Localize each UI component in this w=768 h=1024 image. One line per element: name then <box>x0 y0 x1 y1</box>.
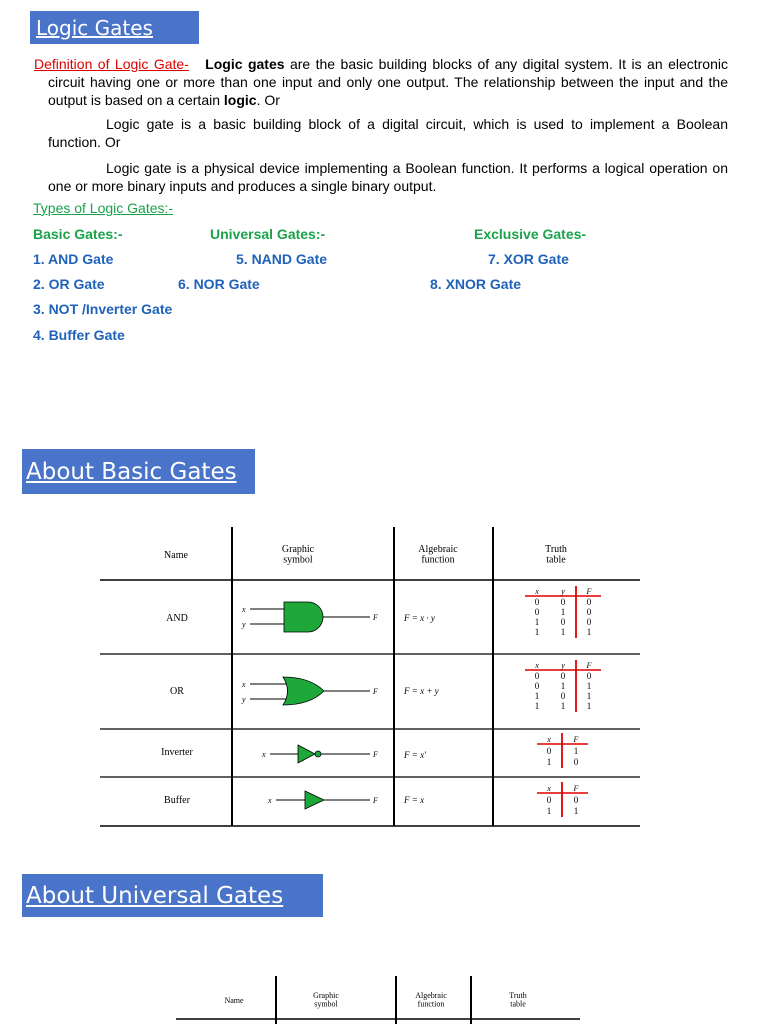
tt-head-cell: x <box>547 784 551 793</box>
tt-cell: 0 <box>546 795 552 805</box>
gate-item-buffer: 4. Buffer Gate <box>33 327 125 343</box>
function-or: F = x + y <box>404 686 439 696</box>
tt-cell: 0 <box>586 671 592 681</box>
function-and: F = x · y <box>404 613 435 623</box>
and-output-f: F <box>373 613 378 622</box>
tt-head-cell: x <box>547 735 551 744</box>
header-algebraic-function: Algebraic function <box>418 544 458 566</box>
uheader-algebraic-function: Algebraic function <box>415 991 447 1009</box>
tt-cell: 1 <box>586 627 592 637</box>
uheader-name: Name <box>224 996 244 1005</box>
tt-cell: 0 <box>534 681 540 691</box>
basic-gates-head: Basic Gates:- <box>33 226 123 242</box>
buffer-output-f: F <box>373 796 378 805</box>
exclusive-gates-head: Exclusive Gates- <box>474 226 587 242</box>
tt-cell: 0 <box>560 617 566 627</box>
gate-item-xnor: 8. XNOR Gate <box>430 276 522 292</box>
tt-cell: 0 <box>534 597 540 607</box>
tt-head-cell: F <box>586 587 592 596</box>
gate-item-nor: 6. NOR Gate <box>178 276 260 292</box>
gate-item-nand: 5. NAND Gate <box>236 251 328 267</box>
tt-cell: 0 <box>573 795 579 805</box>
bold-logic-gates: Logic gates <box>205 56 285 72</box>
tt-cell: 1 <box>560 627 566 637</box>
gate-item-not: 3. NOT /Inverter Gate <box>33 301 173 317</box>
tt-cell: 1 <box>534 691 540 701</box>
gate-item-xor: 7. XOR Gate <box>488 251 569 267</box>
universal-gates-head: Universal Gates:- <box>210 226 326 242</box>
tt-cell: 1 <box>560 701 566 711</box>
types-title: Types of Logic Gates:- <box>33 200 174 216</box>
row-name-or: OR <box>170 686 184 697</box>
and-input-x: x <box>242 605 246 614</box>
tt-cell: 1 <box>534 617 540 627</box>
tt-cell: 1 <box>546 806 552 816</box>
tt-cell: 1 <box>534 701 540 711</box>
tt-cell: 1 <box>573 746 579 756</box>
heading-logic-gates: Logic Gates <box>30 11 199 44</box>
tt-head-cell: F <box>586 661 592 670</box>
tt-cell: 0 <box>546 746 552 756</box>
tt-cell: 1 <box>586 691 592 701</box>
tt-head-cell: x <box>535 661 539 670</box>
tt-cell: 0 <box>586 617 592 627</box>
or-output-f: F <box>373 687 378 696</box>
tt-cell: 0 <box>573 757 579 767</box>
tt-cell: 0 <box>534 607 540 617</box>
gate-item-and: 1. AND Gate <box>33 251 114 267</box>
tt-head-cell: F <box>573 784 579 793</box>
function-buffer: F = x <box>404 795 425 805</box>
or-input-x: x <box>242 680 246 689</box>
tt-cell: 1 <box>560 607 566 617</box>
para2-text: Logic gate is a basic building block of a digital circuit, which is used to implement a Boolean function. Or <box>48 116 728 150</box>
uheader-graphic-symbol: Graphic symbol <box>313 991 339 1009</box>
tt-cell: 0 <box>586 607 592 617</box>
tt-head-cell: y <box>561 587 565 596</box>
tt-cell: 0 <box>560 671 566 681</box>
tt-cell: 1 <box>546 757 552 767</box>
heading-basic-gates: About Basic Gates <box>22 449 255 494</box>
tt-cell: 1 <box>573 806 579 816</box>
definition-label: Definition of Logic Gate- <box>34 56 189 72</box>
tt-cell: 1 <box>586 681 592 691</box>
bold-logic: logic <box>223 92 257 108</box>
uheader-truth-table: Truth table <box>509 991 527 1009</box>
header-name: Name <box>164 550 188 561</box>
row-name-and: AND <box>166 613 188 624</box>
tt-cell: 0 <box>534 671 540 681</box>
function-inverter: F = x' <box>404 750 426 760</box>
buffer-input-x: x <box>268 796 272 805</box>
tt-head-cell: F <box>573 735 579 744</box>
inverter-input-x: x <box>262 750 266 759</box>
inverter-output-f: F <box>373 750 378 759</box>
and-input-y: y <box>242 620 246 629</box>
row-name-inverter: Inverter <box>161 747 193 758</box>
tt-cell: 0 <box>560 597 566 607</box>
tt-cell: 1 <box>534 627 540 637</box>
para3-text: Logic gate is a physical device implementing a Boolean function. It performs a logical operation on one or more binary inputs and produces a single binary output. <box>48 160 728 194</box>
tt-cell: 0 <box>560 691 566 701</box>
tt-head-cell: x <box>535 587 539 596</box>
definition-text: are the basic building blocks of any digital system. It is an electronic circuit having one or more than one input and only one output. The relationship between the input and the output is based on a certain <box>48 56 728 108</box>
tt-cell: 0 <box>586 597 592 607</box>
tt-cell: 1 <box>560 681 566 691</box>
header-graphic-symbol: Graphic symbol <box>281 544 315 566</box>
heading-universal-gates: About Universal Gates <box>22 874 323 917</box>
tt-cell: 1 <box>586 701 592 711</box>
definition-or: . Or <box>256 92 280 108</box>
or-input-y: y <box>242 695 246 704</box>
tt-head-cell: y <box>561 661 565 670</box>
gate-item-or: 2. OR Gate <box>33 276 105 292</box>
row-name-buffer: Buffer <box>164 795 190 806</box>
header-truth-table: Truth table <box>545 544 567 566</box>
